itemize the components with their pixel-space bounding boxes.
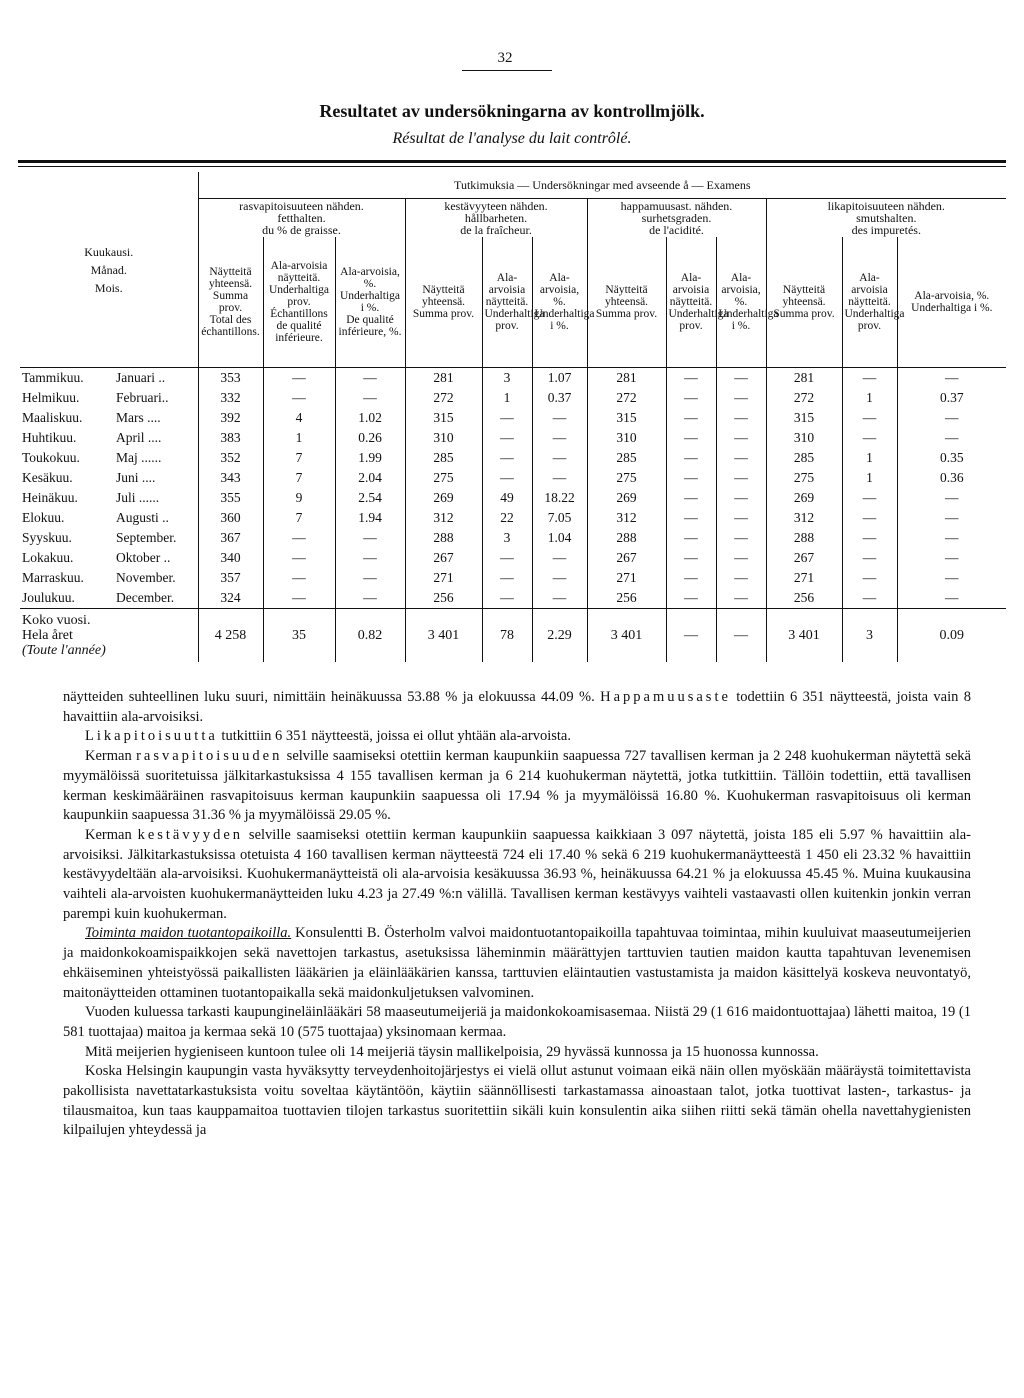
value-cell: 288 <box>766 528 842 548</box>
value-cell: — <box>897 588 1006 609</box>
value-cell: 285 <box>587 448 666 468</box>
value-cell: — <box>482 588 532 609</box>
value-cell: — <box>666 368 716 389</box>
value-cell: 271 <box>587 568 666 588</box>
value-cell: 1 <box>263 428 335 448</box>
paragraph: Likapitoisuutta tutkittiin 6 351 näytteestä, joissa ei ollut yhtään ala-arvoista. <box>85 728 571 745</box>
col-header: Näytteitä yhteensä. Summa prov. Total des échantillons. <box>198 237 263 368</box>
month-sv: Mars .... <box>116 410 161 425</box>
value-cell: 7 <box>263 468 335 488</box>
value-cell: 1.07 <box>532 368 587 389</box>
month-fi: Toukokuu. <box>22 450 80 465</box>
table-row <box>20 448 1006 468</box>
value-cell: 367 <box>198 528 263 548</box>
value-cell: 267 <box>405 548 482 568</box>
table-row <box>20 468 1006 488</box>
value-cell: 272 <box>405 388 482 408</box>
total-label-line: Hela året <box>22 628 73 643</box>
body-text <box>63 688 971 1141</box>
value-cell: — <box>716 568 766 588</box>
value-cell: — <box>666 568 716 588</box>
month-sv: Juni .... <box>116 470 156 485</box>
value-cell: — <box>842 428 897 448</box>
value-cell: 256 <box>405 588 482 609</box>
value-cell: — <box>842 508 897 528</box>
value-cell: — <box>897 408 1006 428</box>
month-cell <box>20 528 198 548</box>
col-header: Ala-arvoisia, %. Underhaltiga i %. <box>532 237 587 368</box>
month-sv: Maj ...... <box>116 450 162 465</box>
value-cell: 315 <box>766 408 842 428</box>
value-cell: — <box>666 468 716 488</box>
value-cell: 315 <box>587 408 666 428</box>
value-cell: 275 <box>766 468 842 488</box>
value-cell: 49 <box>482 488 532 508</box>
table-row <box>20 428 1006 448</box>
value-cell: — <box>532 448 587 468</box>
value-cell: 1.94 <box>335 508 405 528</box>
table-row <box>20 568 1006 588</box>
value-cell: 315 <box>405 408 482 428</box>
col-header: Näytteitä yhteensä. Summa prov. <box>587 237 666 368</box>
value-cell: — <box>897 548 1006 568</box>
value-cell: 1 <box>842 468 897 488</box>
month-fi: Syyskuu. <box>22 530 72 545</box>
value-cell: — <box>263 368 335 389</box>
col-header: Ala-arvoisia, %. Underhaltiga i %. <box>897 237 1006 368</box>
value-cell: — <box>482 408 532 428</box>
value-cell: 275 <box>405 468 482 488</box>
value-cell: — <box>335 388 405 408</box>
total-label-line: (Toute l'année) <box>22 643 106 658</box>
value-cell: — <box>897 508 1006 528</box>
value-cell: — <box>263 528 335 548</box>
value-cell: — <box>842 488 897 508</box>
value-cell: 281 <box>587 368 666 389</box>
value-cell: 285 <box>405 448 482 468</box>
value-cell: — <box>263 388 335 408</box>
month-cell <box>20 588 198 609</box>
value-cell: 0.37 <box>897 388 1006 408</box>
value-cell: 271 <box>766 568 842 588</box>
page-subtitle: Résultat de l'analyse du lait contrôlé. <box>392 130 632 147</box>
month-fi: Heinäkuu. <box>22 490 78 505</box>
total-label-line: Koko vuosi. <box>22 613 91 628</box>
value-cell: 288 <box>587 528 666 548</box>
value-cell: 7 <box>263 508 335 528</box>
value-cell: 312 <box>766 508 842 528</box>
value-cell: 288 <box>405 528 482 548</box>
value-cell: — <box>897 528 1006 548</box>
month-cell <box>20 568 198 588</box>
value-cell: 353 <box>198 368 263 389</box>
paragraph: Koska Helsingin kaupungin vasta hyväksytty terveydenhoitojärjestys ei vielä ollut astunut voimaan eikä näin ollen myöskään määräystä toimitettavista pakollisista navettatarkastuksista voitu soveltaa käytäntöön, käytiin säännöllisesti tarkastamassa ainoastaan talot, jotka tuottivat lasten-, tarkastus- ja tilausmaitoa, kun taas kauppamaitoa tuottavien tilojen tarkastus suoritettiin sikäli kuin konsulentin aika siihen riitti sekä tämän ohella navettahygienisten kilpailujen yhteydessä ja <box>63 1063 971 1139</box>
value-cell: — <box>666 388 716 408</box>
table-top-rule <box>18 160 1006 163</box>
value-cell: — <box>666 588 716 609</box>
value-cell: 2.04 <box>335 468 405 488</box>
value-cell: — <box>666 508 716 528</box>
value-cell: — <box>482 568 532 588</box>
value-cell: 7.05 <box>532 508 587 528</box>
page-number-rule <box>462 70 552 71</box>
value-cell: 269 <box>587 488 666 508</box>
value-cell: 343 <box>198 468 263 488</box>
value-cell: 1.02 <box>335 408 405 428</box>
value-cell: — <box>335 368 405 389</box>
paragraph: Vuoden kuluessa tarkasti kaupungineläinlääkäri 58 maaseutumeijeriä ja maidonkokoamisasemaa. Niistä 29 (1 616 maidontuottajaa) lähetti maitoa, 19 (1 581 tuottajaa) maitoa ja kermaa sekä 10 (575 tuottajaa) yksinomaan kermaa. <box>63 1004 971 1040</box>
total-value-cell: 3 401 <box>405 609 482 663</box>
value-cell: — <box>716 588 766 609</box>
value-cell: — <box>716 508 766 528</box>
value-cell: — <box>335 548 405 568</box>
table-row <box>20 588 1006 609</box>
value-cell: 281 <box>766 368 842 389</box>
group-header-impurities: likapitoisuuteen nähden. smutshalten. des impuretés. <box>766 199 1006 238</box>
value-cell: 1 <box>842 448 897 468</box>
month-fi: Lokakuu. <box>22 550 74 565</box>
value-cell: 3 <box>482 368 532 389</box>
month-cell <box>20 448 198 468</box>
col-header: Ala-arvoisia näytteitä. Underhaltiga prov. Échantillons de qualité inférieure. <box>263 237 335 368</box>
table-top-rule-thin <box>18 166 1006 167</box>
value-cell: — <box>666 548 716 568</box>
month-header: Kuukausi. Månad. Mois. <box>20 172 198 368</box>
value-cell: 269 <box>766 488 842 508</box>
table-row <box>20 388 1006 408</box>
value-cell: — <box>716 388 766 408</box>
col-header: Ala-arvoisia, %. Underhaltiga i %. <box>716 237 766 368</box>
value-cell: 392 <box>198 408 263 428</box>
value-cell: 340 <box>198 548 263 568</box>
value-cell: — <box>263 548 335 568</box>
value-cell: 310 <box>405 428 482 448</box>
value-cell: — <box>532 568 587 588</box>
total-label <box>20 609 198 663</box>
value-cell: — <box>263 588 335 609</box>
month-sv: November. <box>116 570 176 585</box>
month-sv: December. <box>116 590 175 605</box>
paragraph: Mitä meijerien hygieniseen kuntoon tulee oli 14 meijeriä täysin mallikelpoisia, 29 hyvässä kunnossa ja 15 huonossa kunnossa. <box>85 1043 819 1060</box>
value-cell: — <box>482 548 532 568</box>
value-cell: 256 <box>587 588 666 609</box>
month-sv: April .... <box>116 430 162 445</box>
month-cell <box>20 408 198 428</box>
value-cell: — <box>532 408 587 428</box>
value-cell: 0.26 <box>335 428 405 448</box>
value-cell: — <box>335 588 405 609</box>
table-body <box>20 368 1006 663</box>
page-title: Resultatet av undersökningarna av kontrollmjölk. <box>319 101 705 121</box>
month-cell <box>20 468 198 488</box>
paragraph: Toiminta maidon tuotantopaikoilla. Konsulentti B. Österholm valvoi maidontuotantopaikoilla tapahtuvaa toimintaa, mihin kuuluivat maaseutumeijerien ja maidonkokoamispaikkojen sekä navettojen tarkastus, asetuksissa läheminmin määrättyjen tarttuvien tautien maidon kautta tapahtuvan levenemisen ehkäiseminen yhteistyössä paikallisten lääkärien ja eläinlääkärien kanssa, tarttuvien eläintautien vastustamista ja maidon käsittelyä koskeva neuvontatyö, maitonäytteiden ottaminen tuotantopaikalla sekä maidonkuljetuksen valvominen. <box>63 925 971 1001</box>
total-value-cell: — <box>666 609 716 663</box>
value-cell: 275 <box>587 468 666 488</box>
total-value-cell: 3 <box>842 609 897 663</box>
value-cell: 310 <box>766 428 842 448</box>
month-cell <box>20 508 198 528</box>
col-header: Näytteitä yhteensä. Summa prov. <box>405 237 482 368</box>
value-cell: — <box>482 428 532 448</box>
value-cell: — <box>897 368 1006 389</box>
paragraph: Kerman kestävyyden selville saamiseksi otettiin kerman kaupunkiin saapuessa kaikkiaan 3 097 näytettä, joista 185 eli 5.97 % havaittiin ala-arvoisiksi. Jälkitarkastuksissa otetuista 4 160 tavallisen kerman näytteestä 724 eli 17.40 % sekä 6 219 kuohukermanäytteestä 1 450 eli 23.32 % havaittiin kestävyydeltään ala-arvoisiksi. Kuohukermanäytteistä oli ala-arvoisia kesäkuussa 36.93 %, heinäkuussa 64.21 % ja elokuussa 45.45 %. Muina kuukausina vaihteli ala-arvoisten kuohukermanäytteiden luku 4.23 ja 27.49 %:n välillä. Tavallisen kerman kestävyys vaihteli vastaavasti ollen kuitenkin jonkin verran parempi kuin kuohukerman. <box>63 826 971 922</box>
value-cell: — <box>716 528 766 548</box>
month-fi: Helmikuu. <box>22 390 80 405</box>
value-cell: — <box>716 548 766 568</box>
total-row <box>20 609 1006 663</box>
col-header: Ala-arvoisia näytteitä. Underhaltiga prov. <box>482 237 532 368</box>
month-fi: Joulukuu. <box>22 590 75 605</box>
value-cell: — <box>716 468 766 488</box>
month-fi: Tammikuu. <box>22 370 84 385</box>
value-cell: — <box>666 408 716 428</box>
value-cell: — <box>532 548 587 568</box>
value-cell: 310 <box>587 428 666 448</box>
value-cell: — <box>532 588 587 609</box>
col-header: Ala-arvoisia näytteitä. Underhaltiga prov. <box>666 237 716 368</box>
value-cell: 4 <box>263 408 335 428</box>
value-cell: 3 <box>482 528 532 548</box>
value-cell: 0.37 <box>532 388 587 408</box>
month-fi: Maaliskuu. <box>22 410 83 425</box>
table-row <box>20 528 1006 548</box>
value-cell: — <box>842 548 897 568</box>
value-cell: — <box>263 568 335 588</box>
month-sv: Januari .. <box>116 370 166 385</box>
table-row <box>20 508 1006 528</box>
value-cell: 272 <box>587 388 666 408</box>
paragraph: Kerman rasvapitoisuuden selville saamiseksi otettiin kerman kaupunkiin saapuessa 727 tavallisen kerman ja 2 248 kuohukerman näytettä sekä myymälöissä suoritetuissa jälkitarkastuksissa 4 155 tavallisen kerman ja 6 214 kuohukerman näytettä, jotka tutkittiin. Tällöin todettiin, että tavallisen kerman keskimääräinen rasvapitoisuus kerman kaupunkiin saapuessa oli 17.94 % ja myymälöissä 16.80 %. Kuohukerman rasvapitoisuus oli kerman kaupunkiin saapuessa 31.36 % ja myymälöissä 29.05 %. <box>63 748 971 824</box>
value-cell: 281 <box>405 368 482 389</box>
value-cell: 352 <box>198 448 263 468</box>
total-value-cell: 35 <box>263 609 335 663</box>
month-sv: Oktober .. <box>116 550 171 565</box>
value-cell: — <box>716 368 766 389</box>
value-cell: — <box>532 468 587 488</box>
paragraph: näytteiden suhteellinen luku suuri, nimittäin heinäkuussa 53.88 % ja elokuussa 44.09 %. Happamuusaste todettiin 6 351 näytteestä, joista vain 8 havaittiin ala-arvoisiksi. <box>63 689 971 725</box>
month-sv: September. <box>116 530 177 545</box>
value-cell: — <box>716 408 766 428</box>
value-cell: 2.54 <box>335 488 405 508</box>
value-cell: 271 <box>405 568 482 588</box>
value-cell: 1.99 <box>335 448 405 468</box>
month-cell <box>20 368 198 389</box>
results-table <box>20 172 1006 662</box>
value-cell: — <box>842 568 897 588</box>
table-row <box>20 368 1006 389</box>
value-cell: 360 <box>198 508 263 528</box>
value-cell: 324 <box>198 588 263 609</box>
value-cell: 0.35 <box>897 448 1006 468</box>
month-cell <box>20 488 198 508</box>
value-cell: 0.36 <box>897 468 1006 488</box>
page-number: 32 <box>497 50 513 66</box>
value-cell: 267 <box>766 548 842 568</box>
value-cell: — <box>842 588 897 609</box>
value-cell: — <box>666 488 716 508</box>
month-fi: Huhtikuu. <box>22 430 77 445</box>
table-row <box>20 408 1006 428</box>
value-cell: — <box>716 448 766 468</box>
total-value-cell: — <box>716 609 766 663</box>
value-cell: 1.04 <box>532 528 587 548</box>
value-cell: 312 <box>587 508 666 528</box>
value-cell: — <box>842 368 897 389</box>
total-value-cell: 4 258 <box>198 609 263 663</box>
month-cell <box>20 388 198 408</box>
value-cell: 355 <box>198 488 263 508</box>
month-sv: Februari.. <box>116 390 169 405</box>
value-cell: 383 <box>198 428 263 448</box>
group-header-fat: rasvapitoisuuteen nähden. fetthalten. du % de graisse. <box>198 199 405 238</box>
value-cell: 1 <box>842 388 897 408</box>
value-cell: — <box>716 428 766 448</box>
value-cell: — <box>666 448 716 468</box>
value-cell: 272 <box>766 388 842 408</box>
total-value-cell: 78 <box>482 609 532 663</box>
value-cell: — <box>666 528 716 548</box>
col-header: Ala-arvoisia näytteitä. Underhaltiga prov. <box>842 237 897 368</box>
value-cell: — <box>335 528 405 548</box>
value-cell: — <box>897 428 1006 448</box>
month-fi: Marraskuu. <box>22 570 84 585</box>
value-cell: 256 <box>766 588 842 609</box>
value-cell: — <box>335 568 405 588</box>
value-cell: 312 <box>405 508 482 528</box>
value-cell: — <box>842 408 897 428</box>
month-fi: Kesäkuu. <box>22 470 73 485</box>
value-cell: 285 <box>766 448 842 468</box>
value-cell: 22 <box>482 508 532 528</box>
value-cell: — <box>532 428 587 448</box>
value-cell: — <box>482 448 532 468</box>
month-sv: Augusti .. <box>116 510 169 525</box>
value-cell: 1 <box>482 388 532 408</box>
col-header: Ala-arvoisia, %. Underhaltiga i %. De qualité inférieure, %. <box>335 237 405 368</box>
month-cell <box>20 548 198 568</box>
total-value-cell: 0.09 <box>897 609 1006 663</box>
value-cell: 332 <box>198 388 263 408</box>
value-cell: 9 <box>263 488 335 508</box>
value-cell: 267 <box>587 548 666 568</box>
value-cell: — <box>716 488 766 508</box>
value-cell: — <box>842 528 897 548</box>
month-cell <box>20 428 198 448</box>
value-cell: 7 <box>263 448 335 468</box>
total-value-cell: 0.82 <box>335 609 405 663</box>
value-cell: 18.22 <box>532 488 587 508</box>
total-value-cell: 3 401 <box>587 609 666 663</box>
super-header: Tutkimuksia — Undersökningar med avseende å — Examens <box>198 172 1006 199</box>
value-cell: — <box>897 488 1006 508</box>
group-header-freshness: kestävyyteen nähden. hållbarheten. de la fraîcheur. <box>405 199 587 238</box>
total-value-cell: 2.29 <box>532 609 587 663</box>
table-row <box>20 488 1006 508</box>
month-sv: Juli ...... <box>116 490 160 505</box>
value-cell: — <box>897 568 1006 588</box>
total-value-cell: 3 401 <box>766 609 842 663</box>
table-row <box>20 548 1006 568</box>
group-header-acidity: happamuusast. nähden. surhetsgraden. de l'acidité. <box>587 199 766 238</box>
value-cell: 269 <box>405 488 482 508</box>
value-cell: — <box>482 468 532 488</box>
value-cell: — <box>666 428 716 448</box>
col-header: Näytteitä yhteensä. Summa prov. <box>766 237 842 368</box>
month-fi: Elokuu. <box>22 510 65 525</box>
value-cell: 357 <box>198 568 263 588</box>
